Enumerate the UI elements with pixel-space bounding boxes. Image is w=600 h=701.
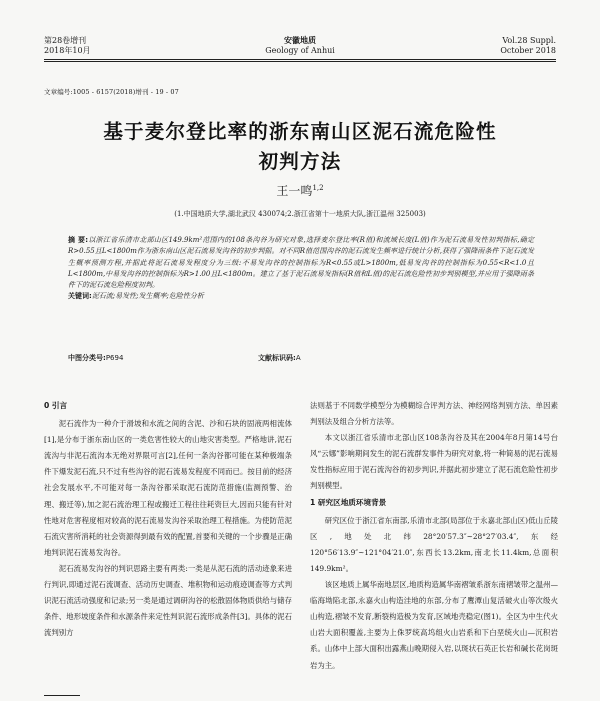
journal-volume: 第28卷增刊 — [44, 36, 87, 45]
journal-name-cn: 安徽地质 — [284, 36, 316, 45]
doc-code — [258, 353, 301, 363]
paragraph: 泥石流易发沟谷的判识思路主要有两类:一类是从泥石流的活动迹象来进行判识,即通过泥石流调查、活动历史调查、堆积物和运动痕迹调查等方式判识泥石流活动强度和记录;另一类是通过调研沟谷的松散固体物质供给与储存条件、地形坡度条件和水源条件来定性判识泥石流形成条件[3]。具体的泥石流判别方 — [44, 563, 292, 638]
abstract-block — [68, 235, 534, 303]
journal-volume-en: Vol.28 Suppl. — [502, 36, 556, 45]
right-column — [310, 398, 558, 674]
author-affil-sup: 1,2 — [312, 184, 324, 192]
journal-name-en: Geology of Anhui — [265, 46, 335, 55]
header-rule — [44, 59, 556, 60]
affiliation: (1.中国地质大学,湖北武汉 430074;2.浙江省第十一地质大队,浙江温州 325003) — [174, 210, 426, 218]
journal-volume-info-en — [500, 36, 556, 56]
footnote-rule — [44, 695, 80, 696]
paragraph: 本文以浙江省乐清市北部山区108条沟谷及其在2004年8月第14号台风“云娜”影响期间发生的泥石流群发事件为研究对象,将一种简易的泥石流易发性指标应用于泥石流沟谷的初步判识,并据此初步建立了泥石流危险性初步判别模型。 — [310, 433, 558, 491]
section-heading-intro: 0 引言 — [44, 401, 68, 410]
clc-number — [68, 353, 123, 363]
clc-value: P694 — [105, 354, 124, 362]
journal-date-en: October 2018 — [500, 46, 556, 55]
paragraph: 研究区位于浙江省东南部,乐清市北部(局部位于永嘉北部山区)低山丘陵区,地处北纬28°20′57.3″~28°27′03.4″,东经120°56′13.9″~121°04′21.0″,东西长13.2km,南北长11.4km,总面积149.9km²。 — [310, 515, 558, 573]
keywords-text: 泥石流;易发性;发生概率;危险性分析 — [91, 292, 204, 301]
left-column — [44, 398, 292, 641]
journal-date: 2018年10月 — [44, 46, 91, 55]
paper-title-line2: 初判方法 — [258, 150, 342, 173]
abstract — [68, 235, 534, 291]
article-number: 文章编号:1005 - 6157(2018)增刊 - 19 - 07 — [44, 88, 179, 96]
abstract-text: 以浙江省乐清市北部山区149.9km²范围内的108条沟谷为研究对象,选择麦尔登比率(R值)和流域长度(L值)作为泥石流易发性初判指标,确定R>0.55且L<1800m作为浙东南山区泥石流易发沟谷的初步判据。对不同R值范围沟谷的泥石流发生频率进行统计分析,获得了强降雨条件下泥石流发生概率预测方程,并据此将泥石流易发程度分为三级:不易发沟谷的控制指标为R<0.55或L>1800m,低易发沟谷的控制指标为0.55<R<1.0且L<1800m,中易发沟谷的控制指标为R>1.00且L<1800m。建立了基于泥石流易发指标(R值和L值)的泥石流危险性初步判别模型,并应用于强降雨条件下的泥石流危险程度初判。 — [68, 236, 534, 290]
author-name: 王一鸣 — [276, 184, 313, 198]
doc-value: A — [295, 354, 301, 362]
doc-label: 文献标识码: — [258, 354, 296, 362]
header-rule-thin — [44, 61, 556, 62]
section-heading-1: 1 研究区地质环境背景 — [310, 497, 387, 507]
keywords-label: 关键词: — [68, 292, 92, 301]
author — [0, 182, 600, 199]
abstract-label: 摘 要: — [68, 236, 89, 244]
keywords — [68, 291, 534, 302]
paragraph: 泥石流作为一种介于滑坡和水流之间的含泥、沙和石块的固液两相流体[1],是分布于浙东南山区的一类危害性较大的山地灾害类型。严格地讲,泥石流沟与非泥石流沟本无绝对界限可言[2],任何一条沟谷都可能在某种极端条件下爆发泥石流,只不过有些沟谷的泥石流易发程度不同而已。按目前的经济社会发展水平,不可能对每一条沟谷都采取泥石流防范措施(监测预警、治理、搬迁等),加之泥石流治理工程或搬迁工程往往耗资巨大,因而只能有针对性地对危害程度相对较高的泥石流易发沟谷采取治理工程措施。为使防范泥石流灾害所消耗的社会资源得到最有效的配置,首要和关键的一个步骤是正确地判识泥石流易发沟谷。 — [44, 419, 292, 557]
paragraph: 法则基于不同数学模型分为模糊综合评判方法、神经网络判别方法、单因素判别法及组合分析方法等。 — [310, 401, 558, 427]
clc-label: 中图分类号: — [68, 354, 106, 362]
paper-title-line1: 基于麦尔登比率的浙东南山区泥石流危险性 — [103, 120, 497, 143]
paragraph: 该区地质上属华南地层区,地质构造属华南褶皱系浙东南褶皱带之温州—临海坳陷北部,永嘉火山构造洼地的东部,分布了鹰潭山复活破火山等次级火山构造,褶皱不发育,断裂构造极为发育,区域地壳稳定(图1)。全区为中生代火山岩大面积覆盖,主要为上侏罗统高坞组火山岩系和下白垩统火山—沉积岩系。山体中上部大面积出露燕山晚期侵入岩,以斑状石英正长岩和碱长花岗斑岩为主。 — [310, 580, 558, 670]
